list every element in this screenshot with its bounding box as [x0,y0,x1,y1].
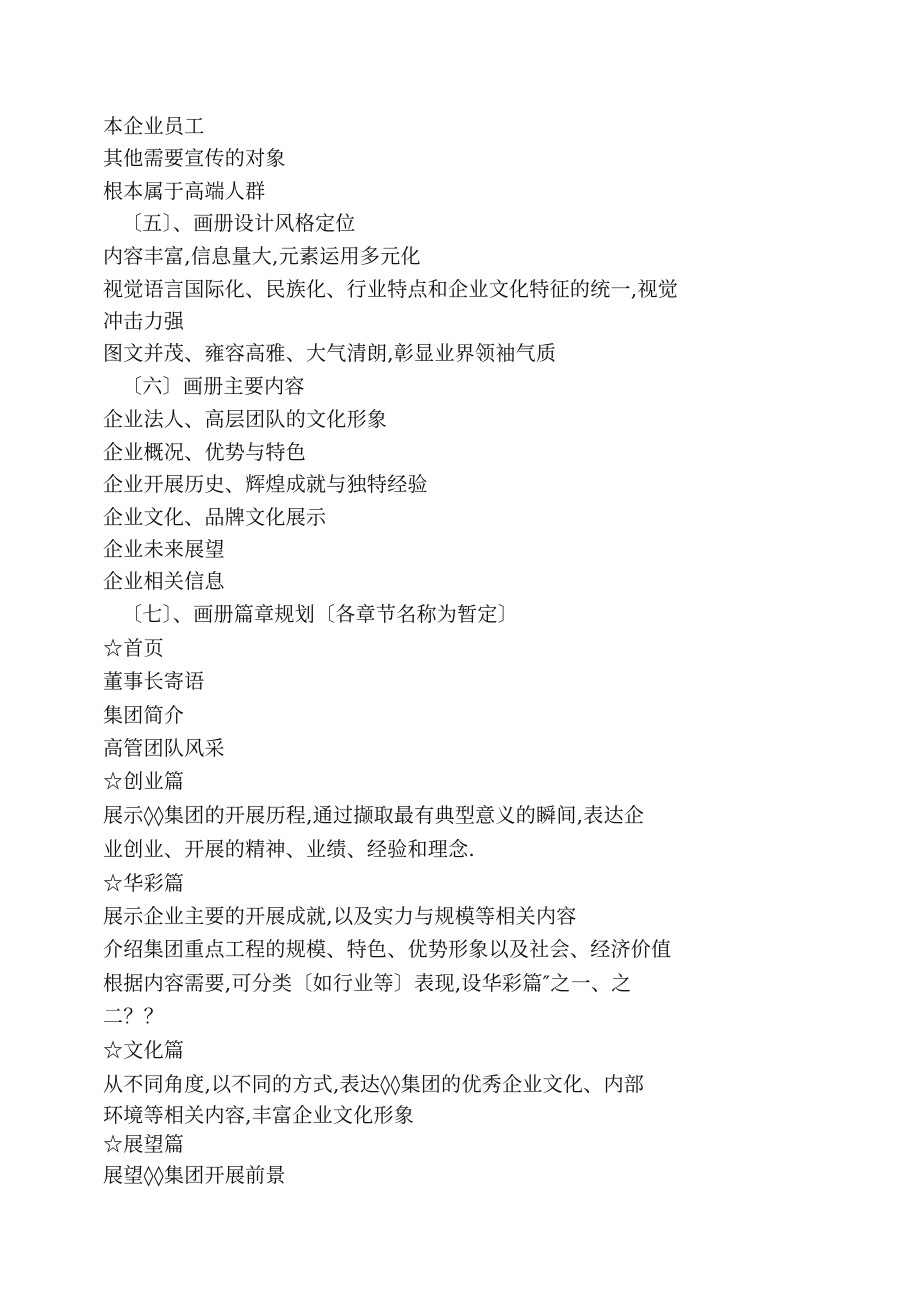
section-heading: 〔七〕、画册篇章规划〔各章节名称为暂定〕 [122,602,518,626]
chapter-heading: ☆首页 [103,636,164,660]
text-line: 企业相关信息 [103,569,225,593]
text-line: 视觉语言国际化、民族化、行业特点和企业文化特征的统一,视觉 [103,277,679,301]
text-line: 展示◊◊集团的开展历程,通过撷取最有典型意义的瞬间,表达企 [103,803,645,827]
text-line: 集团简介 [103,703,185,727]
text-line: 从不同角度,以不同的方式,表达◊◊集团的优秀企业文化、内部 [103,1072,645,1096]
text-line: 业创业、开展的精神、业绩、经验和理念. [103,837,476,861]
section-heading: 〔五〕、画册设计风格定位 [122,211,356,235]
text-line: 董事长寄语 [103,669,205,693]
chapter-heading: ☆创业篇 [103,769,185,793]
chapter-heading: ☆华彩篇 [103,871,185,895]
text-line: 环境等相关内容,丰富企业文化形象 [103,1103,415,1127]
text-line: 本企业员工 [103,114,205,138]
text-line: 其他需要宣传的对象 [103,146,286,170]
text-line: 根本属于高端人群 [103,179,266,203]
text-line: 图文并茂、雍容高雅、大气清朗,彰显业界领袖气质 [103,341,557,365]
text-line: 根据内容需要,可分类〔如行业等〕表现,设华彩篇″之一、之 [103,971,632,995]
text-line: 高管团队风采 [103,736,225,760]
text-line: 企业法人、高层团队的文化形象 [103,407,388,431]
text-line: 企业开展历史、辉煌成就与独特经验 [103,472,428,496]
chapter-heading: ☆文化篇 [103,1038,185,1062]
text-line: 企业未来展望 [103,537,225,561]
text-line: 二？？ [103,1004,164,1028]
chapter-heading: ☆展望篇 [103,1132,185,1156]
section-heading: 〔六〕画册主要内容 [122,374,305,398]
text-line: 企业文化、品牌文化展示 [103,505,327,529]
text-line: 内容丰富,信息量大,元素运用多元化 [103,244,421,268]
text-line: 展望◊◊集团开展前景 [103,1163,286,1187]
text-line: 冲击力强 [103,309,185,333]
text-line: 介绍集团重点工程的规模、特色、优势形象以及社会、经济价值 [103,937,672,961]
text-line: 展示企业主要的开展成就,以及实力与规模等相关内容 [103,904,577,928]
text-line: 企业概况、优势与特色 [103,440,306,464]
